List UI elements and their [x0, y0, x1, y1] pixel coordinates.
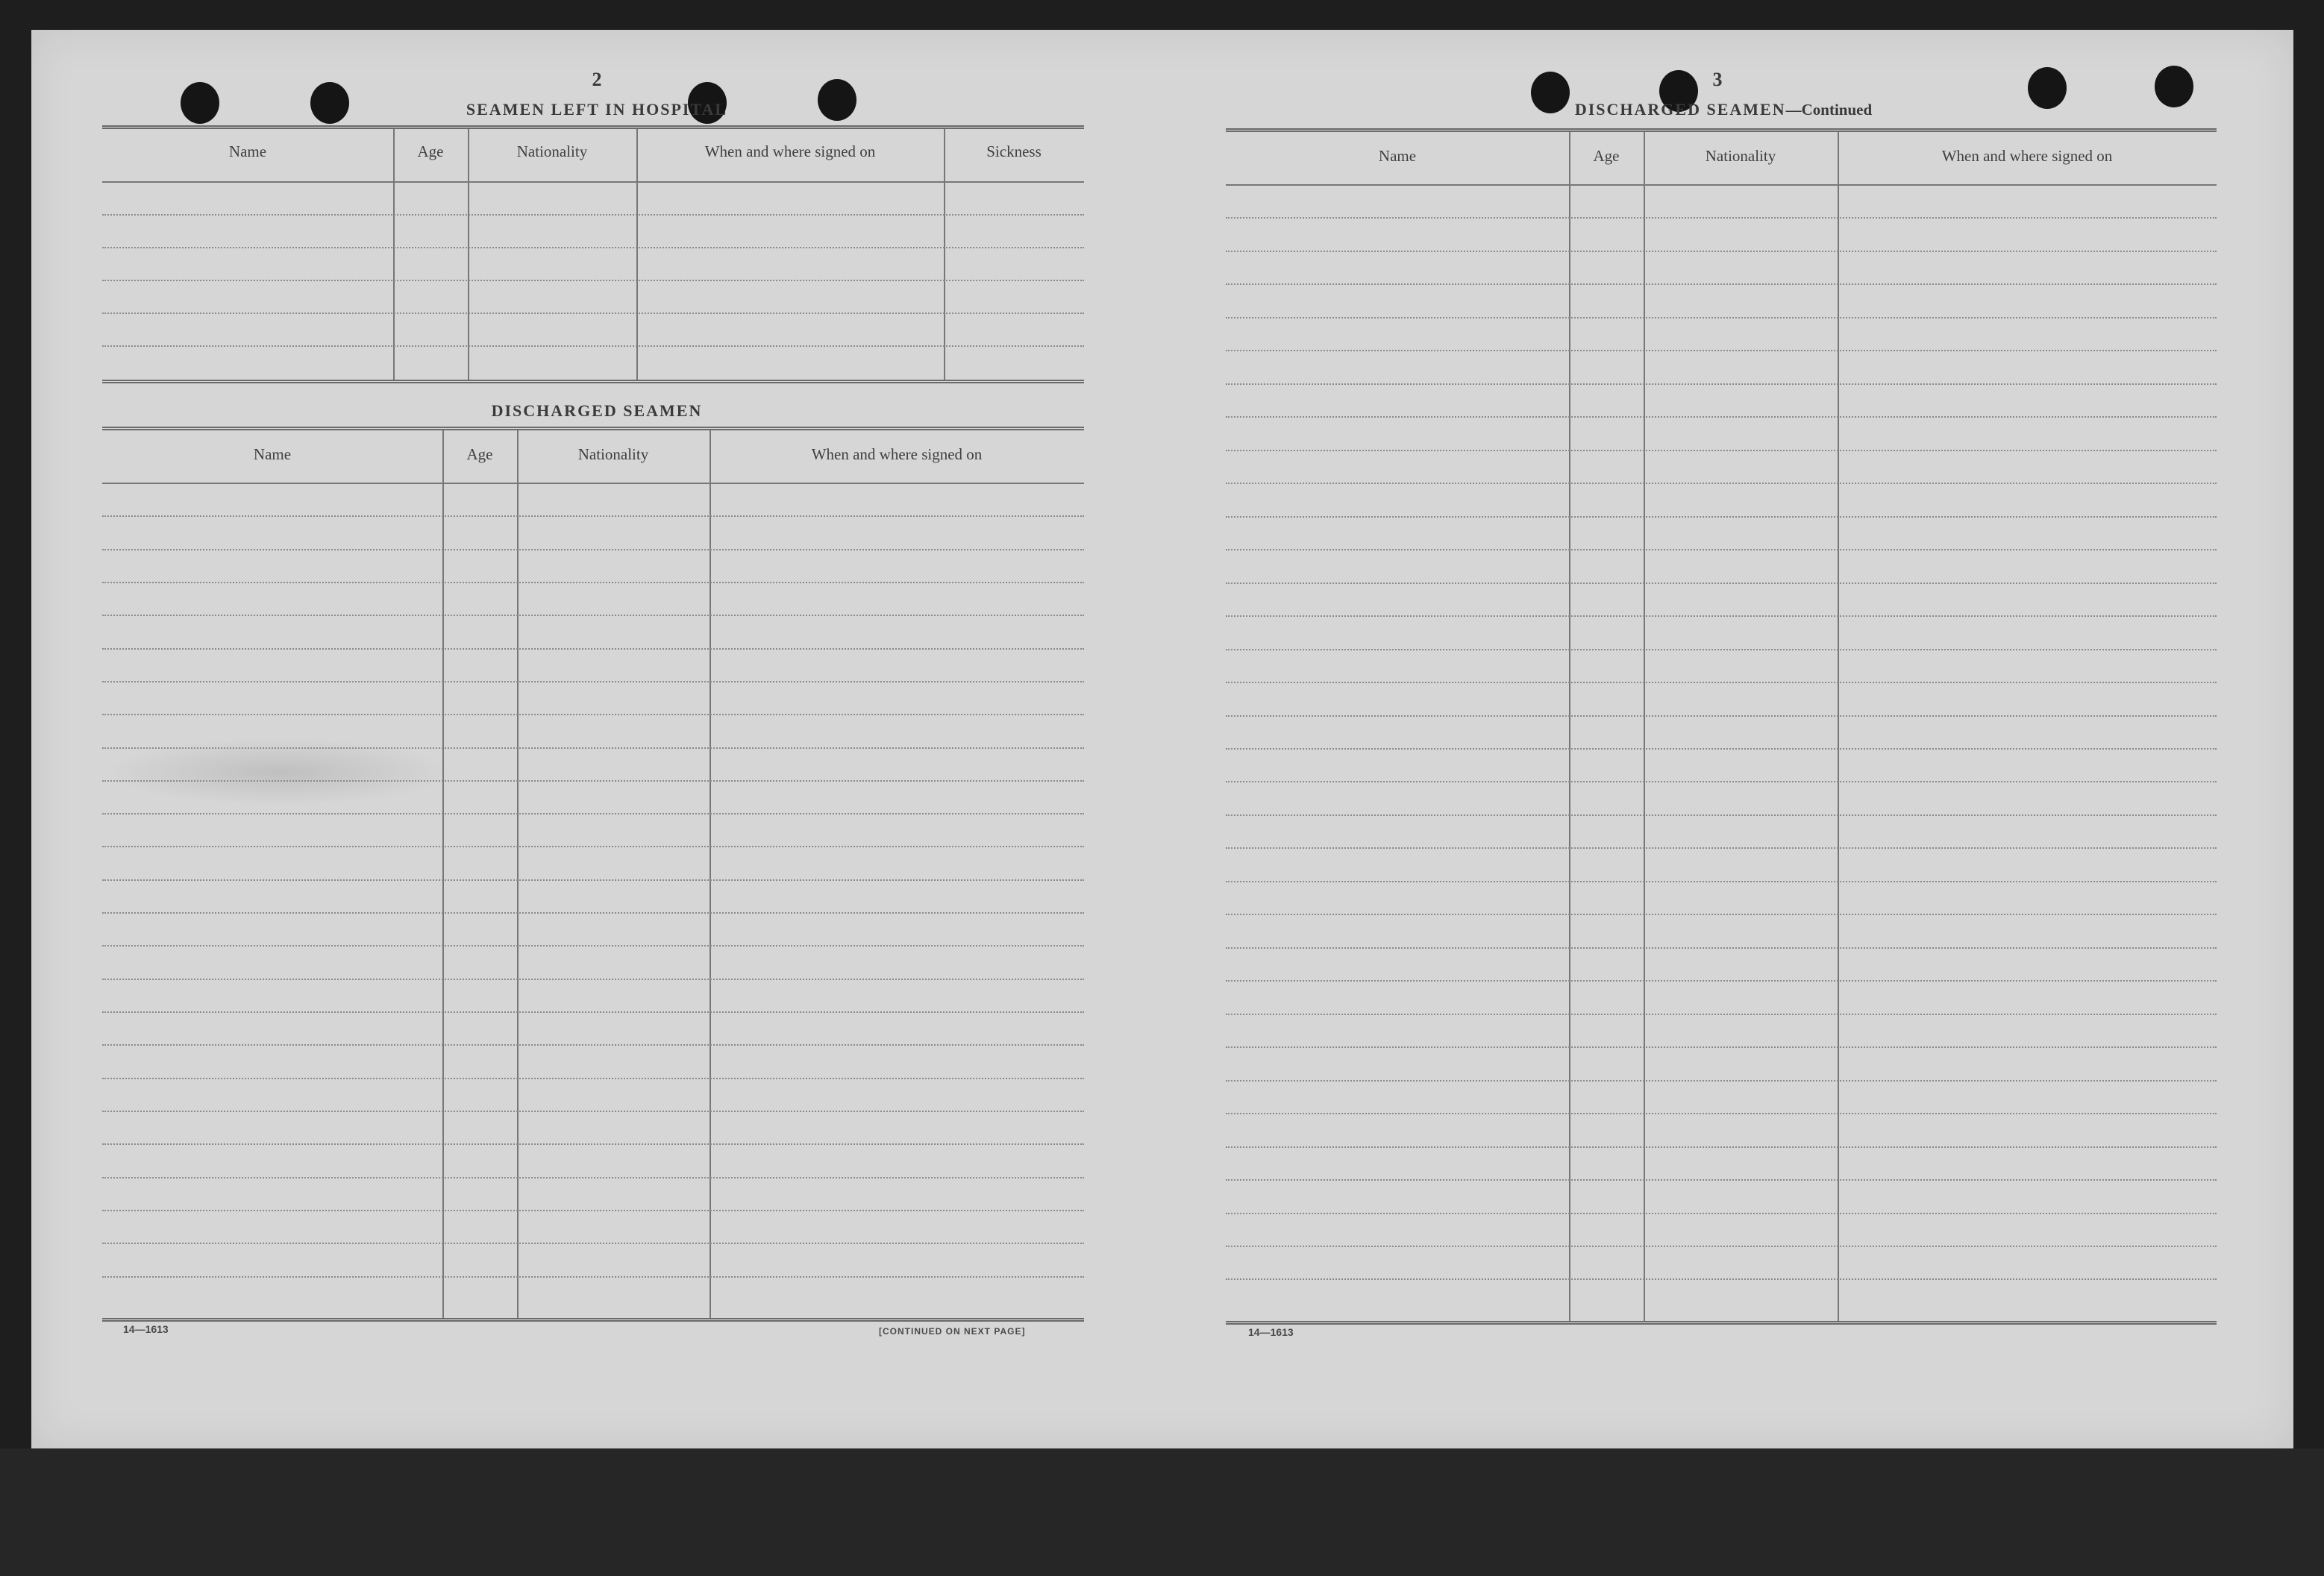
table-row: [1226, 717, 2217, 750]
table-row: [1226, 1181, 2217, 1214]
scan-background-strip: [0, 1448, 2324, 1576]
column-header-signed-on: When and where signed on: [1941, 147, 2113, 165]
right-form-code: 14—1613: [1248, 1326, 1294, 1338]
table-row: [1226, 617, 2217, 650]
table-row: [1226, 882, 2217, 915]
table-row: [1226, 1214, 2217, 1247]
discharged-continued-title-text: DISCHARGED SEAMEN: [1574, 100, 1786, 119]
table-row: [102, 715, 1084, 748]
table-row: [1226, 550, 2217, 583]
table-row: [1226, 1081, 2217, 1114]
table-row: [102, 814, 1084, 847]
table-row: [102, 248, 1084, 281]
table-row: [102, 1013, 1084, 1046]
column-header-nationality: Nationality: [1705, 147, 1776, 165]
continued-suffix: —Continued: [1785, 101, 1873, 119]
table-row: [1226, 451, 2217, 484]
table-row: [1226, 750, 2217, 782]
discharged-table-right-rows: [1226, 186, 2217, 1321]
table-row: [102, 1079, 1084, 1112]
left-page-number: 2: [592, 69, 602, 90]
table-row: [102, 847, 1084, 880]
table-row: [1226, 252, 2217, 285]
table-row: [102, 216, 1084, 248]
table-row: [102, 914, 1084, 946]
discharged-table-right: [1226, 128, 2217, 1325]
table-row: [102, 347, 1084, 380]
hospital-table: [102, 125, 1084, 383]
table-row: [1226, 1015, 2217, 1048]
column-header-name: Name: [228, 142, 267, 160]
left-form-code: 14—1613: [123, 1323, 169, 1335]
table-row: [1226, 219, 2217, 251]
table-row: [102, 1112, 1084, 1145]
table-row: [1226, 518, 2217, 550]
column-header-signed-on: When and where signed on: [704, 142, 876, 160]
table-row: [102, 650, 1084, 682]
column-header-nationality: Nationality: [577, 445, 649, 463]
table-row: [1226, 418, 2217, 450]
table-row: [102, 782, 1084, 814]
column-header-age: Age: [1593, 147, 1620, 165]
table-row: [1226, 849, 2217, 882]
column-header-age: Age: [417, 142, 444, 160]
table-row: [102, 980, 1084, 1013]
table-row: [1226, 351, 2217, 384]
table-row: [1226, 285, 2217, 318]
table-row: [1226, 1114, 2217, 1147]
table-row: [102, 484, 1084, 517]
hospital-section-title: SEAMEN LEFT IN HOSPITAL: [466, 100, 728, 119]
discharged-table-left-rows: [102, 484, 1084, 1318]
table-row: [1226, 1048, 2217, 1081]
table-row: [102, 749, 1084, 782]
table-row: [1226, 484, 2217, 517]
table-row: [102, 1278, 1084, 1310]
punch-hole: [310, 82, 349, 124]
punch-hole: [181, 82, 219, 124]
table-row: [1226, 385, 2217, 418]
table-row: [1226, 949, 2217, 982]
discharged-continued-title: [1492, 100, 1955, 119]
continued-note: [CONTINUED ON NEXT PAGE]: [879, 1326, 1026, 1337]
table-row: [102, 517, 1084, 550]
column-header-nationality: Nationality: [516, 142, 588, 160]
table-row: [1226, 1148, 2217, 1181]
table-row: [102, 1211, 1084, 1244]
table-row: [1226, 782, 2217, 815]
table-row: [102, 1046, 1084, 1079]
table-row: [1226, 982, 2217, 1014]
table-row: [1226, 650, 2217, 683]
table-row: [102, 946, 1084, 979]
table-row: [1226, 683, 2217, 716]
hospital-table-rows: [102, 183, 1084, 380]
table-row: [102, 1244, 1084, 1277]
discharged-section-title: DISCHARGED SEAMEN: [491, 401, 703, 420]
table-row: [102, 682, 1084, 715]
table-row: [102, 550, 1084, 583]
table-row: [1226, 1247, 2217, 1280]
table-row: [102, 616, 1084, 649]
table-row: [102, 281, 1084, 314]
table-row: [1226, 584, 2217, 617]
table-row: [102, 183, 1084, 216]
table-row: [102, 1178, 1084, 1211]
discharged-table-left: [102, 427, 1084, 1322]
column-header-age: Age: [466, 445, 493, 463]
table-row: [1226, 915, 2217, 948]
column-header-signed-on: When and where signed on: [811, 445, 983, 463]
table-row: [102, 881, 1084, 914]
punch-hole: [818, 79, 856, 121]
right-page-number: 3: [1712, 69, 1723, 90]
punch-hole: [2155, 66, 2193, 107]
table-row: [102, 583, 1084, 616]
table-row: [1226, 816, 2217, 849]
table-row: [1226, 1280, 2217, 1313]
table-row: [102, 1145, 1084, 1178]
table-row: [1226, 318, 2217, 351]
column-header-name: Name: [1378, 147, 1417, 165]
table-row: [1226, 186, 2217, 219]
punch-hole: [2028, 67, 2067, 109]
table-row: [102, 314, 1084, 347]
column-header-sickness: Sickness: [986, 142, 1042, 160]
column-header-name: Name: [253, 445, 292, 463]
